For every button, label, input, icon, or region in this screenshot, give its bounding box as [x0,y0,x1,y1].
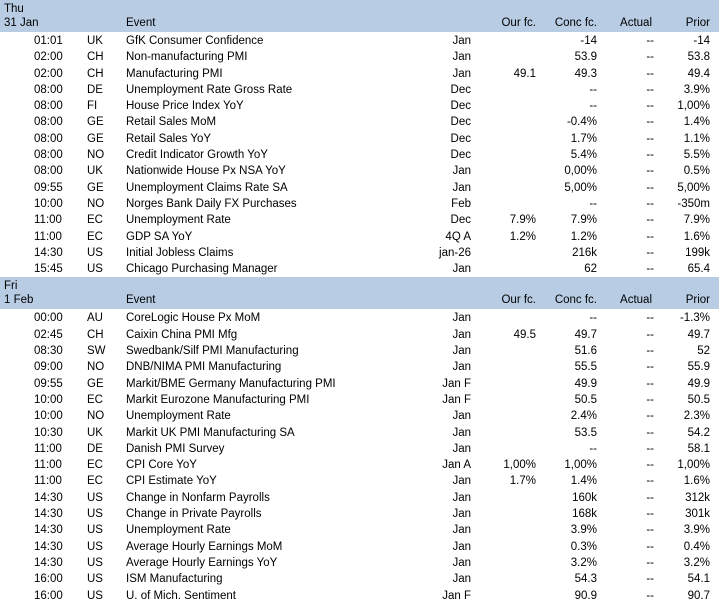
event-country: FI [87,100,98,113]
column-header-prior: Prior [685,17,710,29]
event-name: CPI Estimate YoY [126,475,217,488]
consensus-forecast: 49.9 [574,377,597,390]
table-row [0,66,719,82]
event-period: 4Q A [445,230,471,243]
event-country: UK [87,426,103,439]
prior-value: 1.4% [683,116,710,129]
event-time: 10:00 [34,410,63,423]
section-date: 1 Feb [4,294,34,307]
event-country: DE [87,83,103,96]
prior-value: 7.9% [683,214,710,227]
table-row [0,457,719,473]
column-header-our-fc: Our fc. [501,17,536,29]
event-name: Average Hourly Earnings YoY [126,556,278,569]
event-time: 08:00 [34,165,63,178]
event-name: GfK Consumer Confidence [126,35,264,47]
event-time: 11:00 [34,214,62,227]
prior-value: 1.6% [683,230,710,243]
prior-value: 53.8 [687,51,710,64]
consensus-forecast: 3.2% [570,556,597,569]
consensus-forecast: -- [589,312,597,325]
table-row [0,539,719,555]
event-name: Unemployment Rate [126,410,231,423]
prior-value: 1.1% [683,132,710,145]
event-time: 14:30 [34,491,63,504]
actual-value: -- [646,246,654,259]
prior-value: 0.5% [683,165,710,178]
event-period: Jan [452,573,471,586]
actual-value: -- [646,312,654,325]
event-period: Dec [450,132,471,145]
consensus-forecast: 50.5 [574,393,597,406]
event-country: EC [87,214,103,227]
event-country: US [87,540,103,553]
event-name: Retail Sales MoM [126,116,217,129]
our-forecast: 1,00% [503,459,536,472]
event-time: 10:00 [34,393,63,406]
actual-value: -- [646,51,654,64]
table-row [0,588,719,604]
actual-value: -- [646,540,654,553]
event-country: CH [87,67,104,80]
event-name: Manufacturing PMI [126,67,223,80]
table-row [0,196,719,212]
event-period: Dec [450,214,471,227]
consensus-forecast: 62 [584,263,597,276]
event-name: U. of Mich. Sentiment [126,589,236,602]
prior-value: 54.2 [687,426,710,439]
event-name: Change in Private Payrolls [126,508,262,521]
prior-value: 5,00% [677,181,710,194]
event-name: Credit Indicator Growth YoY [126,149,268,162]
event-time: 10:30 [34,426,63,439]
event-country: US [87,589,103,602]
table-row [0,571,719,587]
event-country: US [87,524,103,537]
actual-value: -- [646,328,654,341]
actual-value: -- [646,83,654,96]
actual-value: -- [646,524,654,537]
table-row [0,310,719,326]
column-header-prior: Prior [685,294,710,307]
table-row [0,147,719,163]
event-name: Unemployment Rate [126,524,231,537]
section-header-thu [0,0,719,32]
event-time: 09:00 [34,361,63,374]
prior-value: 65.4 [687,263,710,276]
column-header-event: Event [126,17,156,29]
event-time: 09:55 [34,377,63,390]
table-row [0,33,719,49]
event-country: UK [87,165,103,178]
event-name: GDP SA YoY [126,230,193,243]
actual-value: -- [646,410,654,423]
our-forecast: 1.2% [509,230,536,243]
table-row [0,98,719,114]
table-row [0,49,719,65]
event-name: Swedbank/Silf PMI Manufacturing [126,345,299,358]
event-name: CPI Core YoY [126,459,197,472]
consensus-forecast: 5.4% [570,149,597,162]
table-row [0,392,719,408]
event-period: Feb [451,197,471,210]
event-name: Nationwide House Px NSA YoY [126,165,286,178]
prior-value: 50.5 [687,393,710,406]
event-period: Jan F [442,393,471,406]
event-name: Average Hourly Earnings MoM [126,540,283,553]
event-country: US [87,508,103,521]
consensus-forecast: 49.7 [574,328,597,341]
table-row [0,376,719,392]
event-country: US [87,491,103,504]
event-country: US [87,573,103,586]
event-time: 11:00 [34,475,62,488]
our-forecast: 49.1 [513,67,536,80]
event-name: Initial Jobless Claims [126,246,234,259]
actual-value: -- [646,263,654,276]
event-country: NO [87,149,105,162]
event-name: Caixin China PMI Mfg [126,328,238,341]
event-time: 14:30 [34,524,63,537]
actual-value: -- [646,165,654,178]
our-forecast: 1.7% [509,475,536,488]
consensus-forecast: 5,00% [564,181,597,194]
event-name: House Price Index YoY [126,100,244,113]
actual-value: -- [646,475,654,488]
actual-value: -- [646,181,654,194]
table-row [0,245,719,261]
event-period: Jan F [442,589,471,602]
event-period: Jan [452,345,471,358]
section-rows [0,309,719,603]
consensus-forecast: 54.3 [574,573,597,586]
event-name: Retail Sales YoY [126,132,212,145]
consensus-forecast: 0.3% [570,540,597,553]
actual-value: -- [646,35,654,47]
event-time: 14:30 [34,246,63,259]
event-name: Change in Nonfarm Payrolls [126,491,270,504]
event-country: EC [87,459,103,472]
event-period: Jan [452,524,471,537]
event-period: Jan [452,508,471,521]
event-period: Jan [452,312,471,325]
consensus-forecast: 49.3 [574,67,597,80]
event-period: Dec [450,116,471,129]
table-row [0,261,719,277]
prior-value: 55.9 [687,361,710,374]
event-period: Jan [452,67,471,80]
actual-value: -- [646,426,654,439]
event-time: 10:00 [34,197,63,210]
event-country: DE [87,442,103,455]
prior-value: 3.2% [683,556,710,569]
event-time: 08:00 [34,100,63,113]
actual-value: -- [646,149,654,162]
actual-value: -- [646,573,654,586]
table-row [0,131,719,147]
actual-value: -- [646,132,654,145]
consensus-forecast: -0.4% [566,116,597,129]
table-row [0,82,719,98]
our-forecast: 49.5 [513,328,536,341]
event-name: Unemployment Rate Gross Rate [126,83,293,96]
prior-value: -350m [677,197,710,210]
prior-value: 1.6% [683,475,710,488]
event-country: EC [87,393,103,406]
consensus-forecast: 51.6 [574,345,597,358]
section-header-fri [0,277,719,309]
event-period: Jan A [442,459,471,472]
event-time: 08:00 [34,116,63,129]
prior-value: 1,00% [677,459,710,472]
actual-value: -- [646,100,654,113]
event-name: Markit Eurozone Manufacturing PMI [126,393,310,406]
prior-value: 2.3% [683,410,710,423]
table-row [0,441,719,457]
table-row [0,359,719,375]
event-time: 14:30 [34,540,63,553]
prior-value: 49.7 [687,328,710,341]
event-time: 14:30 [34,556,63,569]
event-country: AU [87,312,103,325]
event-period: Jan [452,442,471,455]
consensus-forecast: 216k [572,246,597,259]
actual-value: -- [646,589,654,602]
event-time: 08:30 [34,345,63,358]
event-period: Jan [452,475,471,488]
event-country: UK [87,35,103,47]
table-row [0,425,719,441]
consensus-forecast: 168k [572,508,597,521]
consensus-forecast: 1,00% [564,459,597,472]
prior-value: 5.5% [683,149,710,162]
event-time: 11:00 [34,459,62,472]
table-row [0,473,719,489]
event-time: 16:00 [34,589,63,602]
event-period: Dec [450,83,471,96]
consensus-forecast: 3.9% [570,524,597,537]
section-rows [0,32,719,277]
event-name: CoreLogic House Px MoM [126,312,261,325]
prior-value: 52 [697,345,710,358]
prior-value: 49.9 [687,377,710,390]
consensus-forecast: -- [589,197,597,210]
table-row [0,163,719,179]
actual-value: -- [646,442,654,455]
event-period: Jan [452,556,471,569]
consensus-forecast: 2.4% [570,410,597,423]
event-time: 11:00 [34,442,62,455]
event-name: Unemployment Claims Rate SA [126,181,288,194]
prior-value: 54.1 [687,573,710,586]
prior-value: 1,00% [677,100,710,113]
consensus-forecast: 7.9% [570,214,597,227]
consensus-forecast: 0,00% [564,165,597,178]
consensus-forecast: 1.4% [570,475,597,488]
prior-value: 90.7 [687,589,710,602]
event-name: Markit/BME Germany Manufacturing PMI [126,377,336,390]
event-country: GE [87,377,104,390]
event-time: 02:00 [34,67,63,80]
column-header-conc-fc: Conc fc. [554,294,597,307]
event-country: NO [87,361,105,374]
prior-value: 301k [685,508,710,521]
event-country: GE [87,181,104,194]
event-period: Jan [452,328,471,341]
event-country: CH [87,328,104,341]
table-row [0,490,719,506]
event-time: 02:00 [34,51,63,64]
consensus-forecast: 55.5 [574,361,597,374]
event-period: jan-26 [439,246,471,259]
table-row [0,114,719,130]
event-period: Jan [452,361,471,374]
prior-value: 3.9% [683,524,710,537]
event-time: 01:01 [34,35,63,47]
event-time: 11:00 [34,230,62,243]
event-time: 08:00 [34,132,63,145]
event-country: NO [87,197,105,210]
event-period: Jan [452,263,471,276]
actual-value: -- [646,345,654,358]
table-row [0,229,719,245]
event-period: Dec [450,149,471,162]
column-header-actual: Actual [620,17,652,29]
column-header-conc-fc: Conc fc. [554,17,597,29]
prior-value: 49.4 [687,67,710,80]
event-time: 16:00 [34,573,63,586]
event-time: 08:00 [34,83,63,96]
consensus-forecast: -- [589,83,597,96]
event-name: Danish PMI Survey [126,442,225,455]
consensus-forecast: 53.5 [574,426,597,439]
event-period: Jan [452,540,471,553]
event-period: Jan F [442,377,471,390]
table-row [0,408,719,424]
event-name: Norges Bank Daily FX Purchases [126,197,297,210]
event-country: GE [87,116,104,129]
table-row [0,327,719,343]
actual-value: -- [646,459,654,472]
column-header-actual: Actual [620,294,652,307]
event-name: Markit UK PMI Manufacturing SA [126,426,295,439]
consensus-forecast: -- [589,442,597,455]
table-row [0,506,719,522]
event-name: Non-manufacturing PMI [126,51,248,64]
event-time: 09:55 [34,181,63,194]
event-country: GE [87,132,104,145]
actual-value: -- [646,556,654,569]
table-row [0,555,719,571]
consensus-forecast: -- [589,100,597,113]
event-time: 00:00 [34,312,63,325]
event-time: 14:30 [34,508,63,521]
event-time: 08:00 [34,149,63,162]
event-period: Jan [452,426,471,439]
table-row [0,180,719,196]
prior-value: -14 [693,35,710,47]
event-country: EC [87,230,103,243]
event-period: Jan [452,35,471,47]
column-header-our-fc: Our fc. [501,294,536,307]
actual-value: -- [646,67,654,80]
prior-value: 199k [685,246,710,259]
actual-value: -- [646,491,654,504]
event-time: 15:45 [34,263,63,276]
table-row [0,212,719,228]
event-country: NO [87,410,105,423]
consensus-forecast: 1.2% [570,230,597,243]
actual-value: -- [646,230,654,243]
actual-value: -- [646,393,654,406]
prior-value: 3.9% [683,83,710,96]
table-row [0,522,719,538]
section-day: Fri [4,280,18,293]
event-period: Jan [452,165,471,178]
consensus-forecast: 160k [572,491,597,504]
actual-value: -- [646,361,654,374]
table-row [0,343,719,359]
event-time: 02:45 [34,328,63,341]
event-period: Jan [452,51,471,64]
event-country: US [87,556,103,569]
event-country: US [87,263,103,276]
column-header-event: Event [126,294,156,307]
event-country: US [87,246,103,259]
consensus-forecast: 1.7% [570,132,597,145]
event-country: SW [87,345,106,358]
prior-value: 312k [685,491,710,504]
consensus-forecast: -14 [580,35,597,47]
actual-value: -- [646,377,654,390]
actual-value: -- [646,214,654,227]
event-period: Dec [450,100,471,113]
event-period: Jan [452,410,471,423]
our-forecast: 7.9% [509,214,536,227]
event-name: DNB/NIMA PMI Manufacturing [126,361,282,374]
consensus-forecast: 53.9 [574,51,597,64]
consensus-forecast: 90.9 [574,589,597,602]
event-period: Jan [452,491,471,504]
event-country: CH [87,51,104,64]
section-date: 31 Jan [4,17,39,29]
actual-value: -- [646,116,654,129]
event-name: Chicago Purchasing Manager [126,263,278,276]
actual-value: -- [646,197,654,210]
event-name: ISM Manufacturing [126,573,223,586]
prior-value: -1.3% [679,312,710,325]
prior-value: 58.1 [687,442,710,455]
section-day: Thu [4,3,24,15]
event-name: Unemployment Rate [126,214,231,227]
event-country: EC [87,475,103,488]
event-period: Jan [452,181,471,194]
actual-value: -- [646,508,654,521]
prior-value: 0.4% [683,540,710,553]
